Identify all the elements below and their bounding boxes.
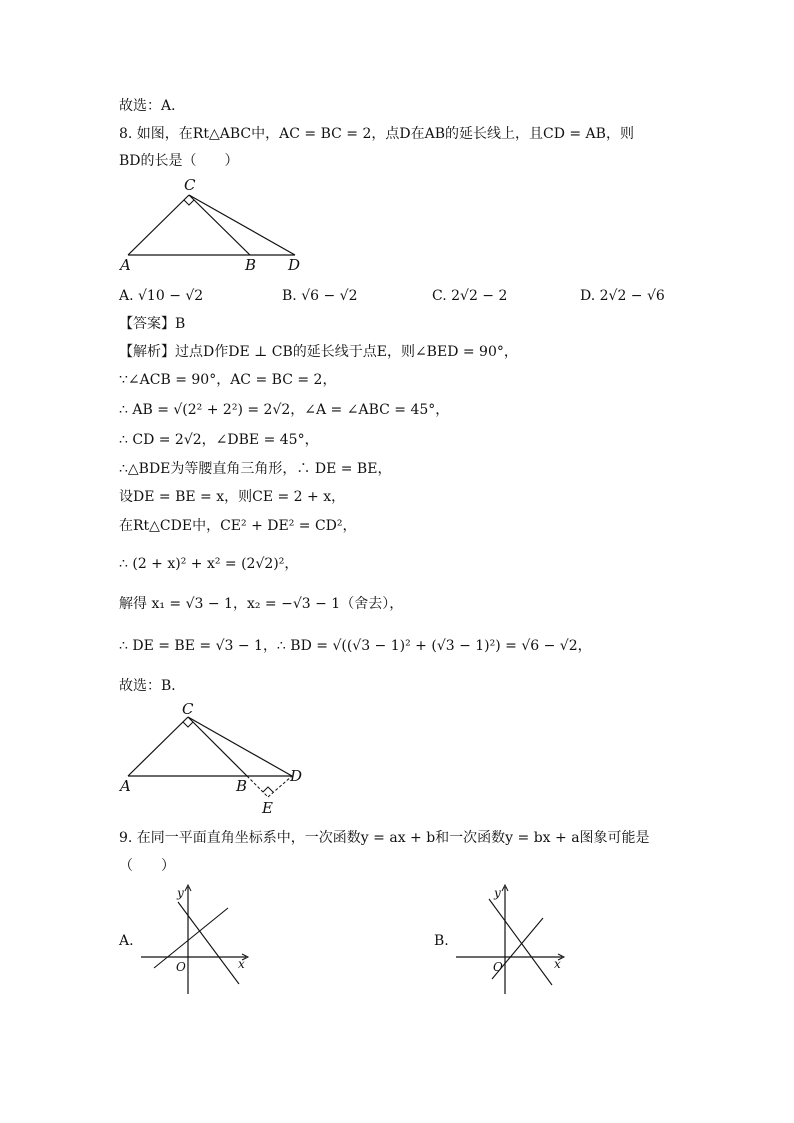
solution-line-5: ∴△BDE为等腰直角三角形，∴ DE = BE， [119, 461, 392, 477]
graph-option-b [454, 880, 574, 1000]
label-a: A [120, 777, 131, 795]
axis-x-label: x [238, 957, 245, 971]
option-a-label: A. [119, 933, 134, 949]
axis-y-label: y [177, 886, 184, 900]
label-a: A [120, 256, 131, 274]
label-d: D [288, 256, 301, 274]
solution-line-8: ∴ (2 + x)² + x² = (2√2)²， [119, 556, 299, 572]
solution-line-1: 【解析】过点D作DE ⊥ CB的延长线于点E，则∠BED = 90°， [119, 344, 518, 360]
solution-line-10: ∴ DE = BE = √3 − 1，∴ BD = √((√3 − 1)² + (√3 − 1)²) = √6 − √2， [119, 638, 592, 654]
label-b: B [245, 256, 257, 274]
question-9-line-2: （ ） [119, 858, 175, 874]
solution-line-4: ∴ CD = 2√2，∠DBE = 45°， [119, 432, 319, 448]
label-c: C [182, 700, 194, 718]
option-a: A. √10 − √2 [119, 288, 204, 304]
figure-triangle-abcd [110, 175, 310, 275]
graph-option-a [138, 880, 258, 1000]
question-8-line-2: BD的长是（ ） [119, 153, 239, 169]
answer-line-b: 故选：B． [119, 678, 186, 694]
option-b: B. √6 − √2 [282, 288, 358, 304]
solution-line-2: ∵∠ACB = 90°，AC = BC = 2， [119, 372, 337, 388]
question-8-line-1: 8. 如图，在Rt△ABC中，AC = BC = 2，点D在AB的延长线上，且CD = AB，则 [119, 126, 634, 142]
origin-label: O [176, 960, 186, 974]
axis-x-label: x [554, 957, 561, 971]
question-9-line-1: 9. 在同一平面直角坐标系中，一次函数y = ax + b和一次函数y = bx + a图象可能是 [119, 830, 650, 846]
label-b: B [236, 777, 248, 795]
figure-triangle-with-e [110, 700, 330, 820]
solution-line-3: ∴ AB = √(2² + 2²) = 2√2，∠A = ∠ABC = 45°， [119, 402, 450, 418]
option-b-label: B. [434, 933, 449, 949]
label-d: D [290, 767, 303, 785]
origin-label: O [493, 960, 503, 974]
solution-line-7: 在Rt△CDE中，CE² + DE² = CD²， [119, 518, 357, 534]
label-e: E [262, 799, 273, 817]
answer-line-a: 故选：A． [119, 98, 186, 114]
answer-label: 【答案】B [119, 316, 186, 332]
solution-line-6: 设DE = BE = x，则CE = 2 + x， [119, 489, 346, 505]
solution-line-9: 解得 x₁ = √3 − 1，x₂ = −√3 − 1（舍去）， [119, 596, 404, 612]
label-c: C [184, 176, 196, 194]
option-d: D. 2√2 − √6 [580, 288, 665, 304]
option-c: C. 2√2 − 2 [432, 288, 508, 304]
axis-y-label: y [494, 886, 501, 900]
